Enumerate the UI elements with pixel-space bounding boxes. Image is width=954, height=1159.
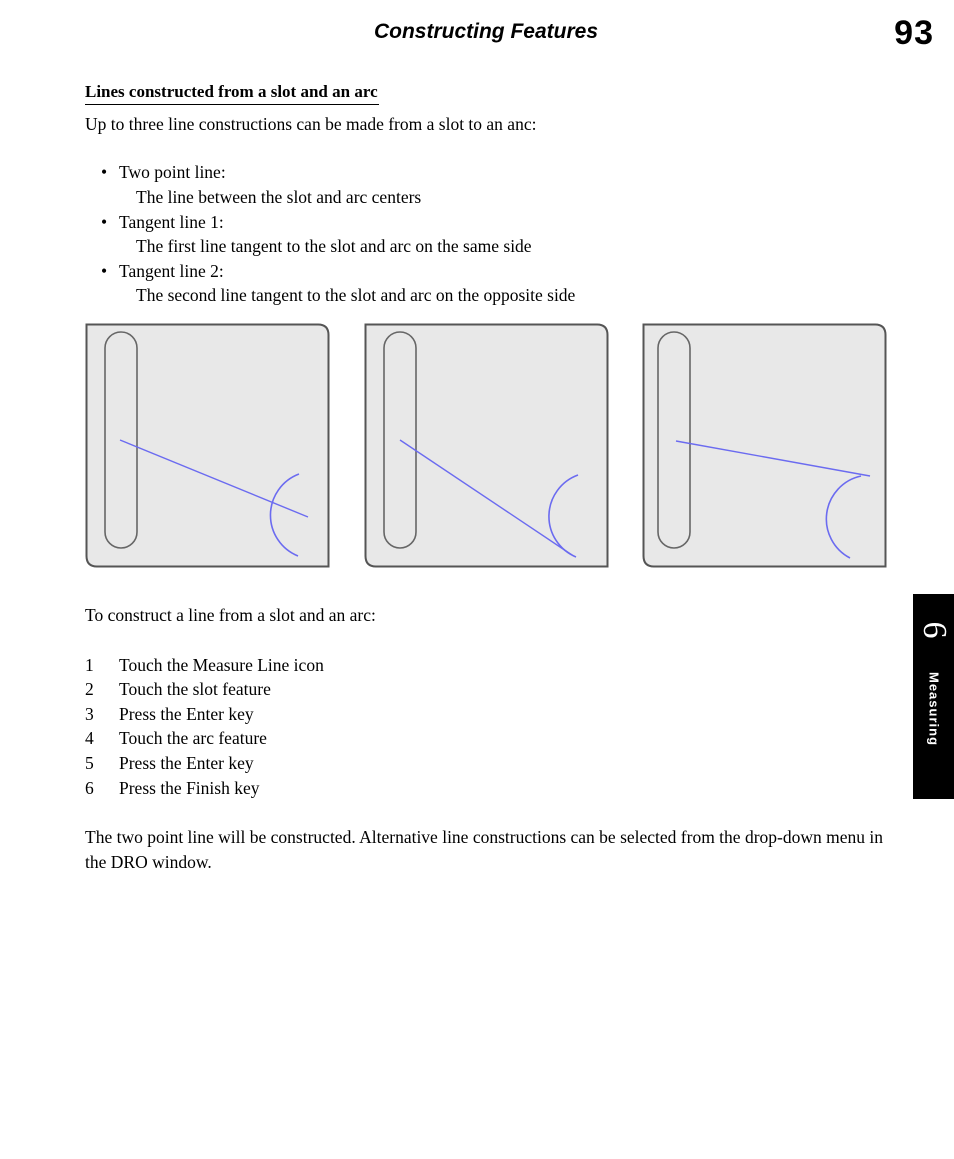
procedure-conclusion: The two point line will be constructed. Alternative line constructions can be selected from the drop-down menu in the DRO window.: [85, 827, 883, 872]
bullet-description: The second line tangent to the slot and arc on the opposite side: [136, 285, 576, 305]
chapter-number: 6: [915, 621, 953, 639]
bullet-label: Two point line:: [119, 162, 226, 182]
step-text: Touch the Measure Line icon: [119, 655, 324, 675]
step-number: 5: [85, 753, 94, 773]
step-text: Press the Enter key: [119, 753, 254, 773]
step-number: 6: [85, 778, 94, 798]
bullet-marker: •: [101, 261, 108, 281]
bullet-description: The line between the slot and arc centers: [136, 187, 422, 207]
bullet-description: The first line tangent to the slot and arc on the same side: [136, 236, 532, 256]
figure-frame: [644, 325, 886, 567]
step-number: 4: [85, 728, 94, 748]
step-text: Touch the arc feature: [119, 728, 267, 748]
figure-frame: [87, 325, 329, 567]
step-text: Press the Finish key: [119, 778, 260, 798]
section-heading: Lines constructed from a slot and an arc: [85, 80, 379, 105]
step-text: Touch the slot feature: [119, 679, 271, 699]
section-intro: Up to three line constructions can be made from a slot to an anc:: [85, 114, 537, 134]
bullet-label: Tangent line 1:: [119, 212, 224, 232]
figure-tangent-line-1: [364, 323, 609, 569]
bullet-label: Tangent line 2:: [119, 261, 224, 281]
step-number: 1: [85, 655, 94, 675]
page-number: 93: [894, 14, 934, 52]
step-number: 2: [85, 679, 94, 699]
chapter-title: Constructing Features: [373, 20, 599, 43]
step-text: Press the Enter key: [119, 704, 254, 724]
chapter-tab: [913, 594, 954, 799]
figure-frame: [366, 325, 608, 567]
step-number: 3: [85, 704, 94, 724]
bullet-marker: •: [101, 162, 108, 182]
bullet-marker: •: [101, 212, 108, 232]
procedure-intro: To construct a line from a slot and an arc:: [85, 605, 376, 625]
chapter-label: Measuring: [926, 671, 941, 747]
figure-tangent-line-2: [642, 323, 887, 569]
figure-two-point-line: [85, 323, 330, 569]
